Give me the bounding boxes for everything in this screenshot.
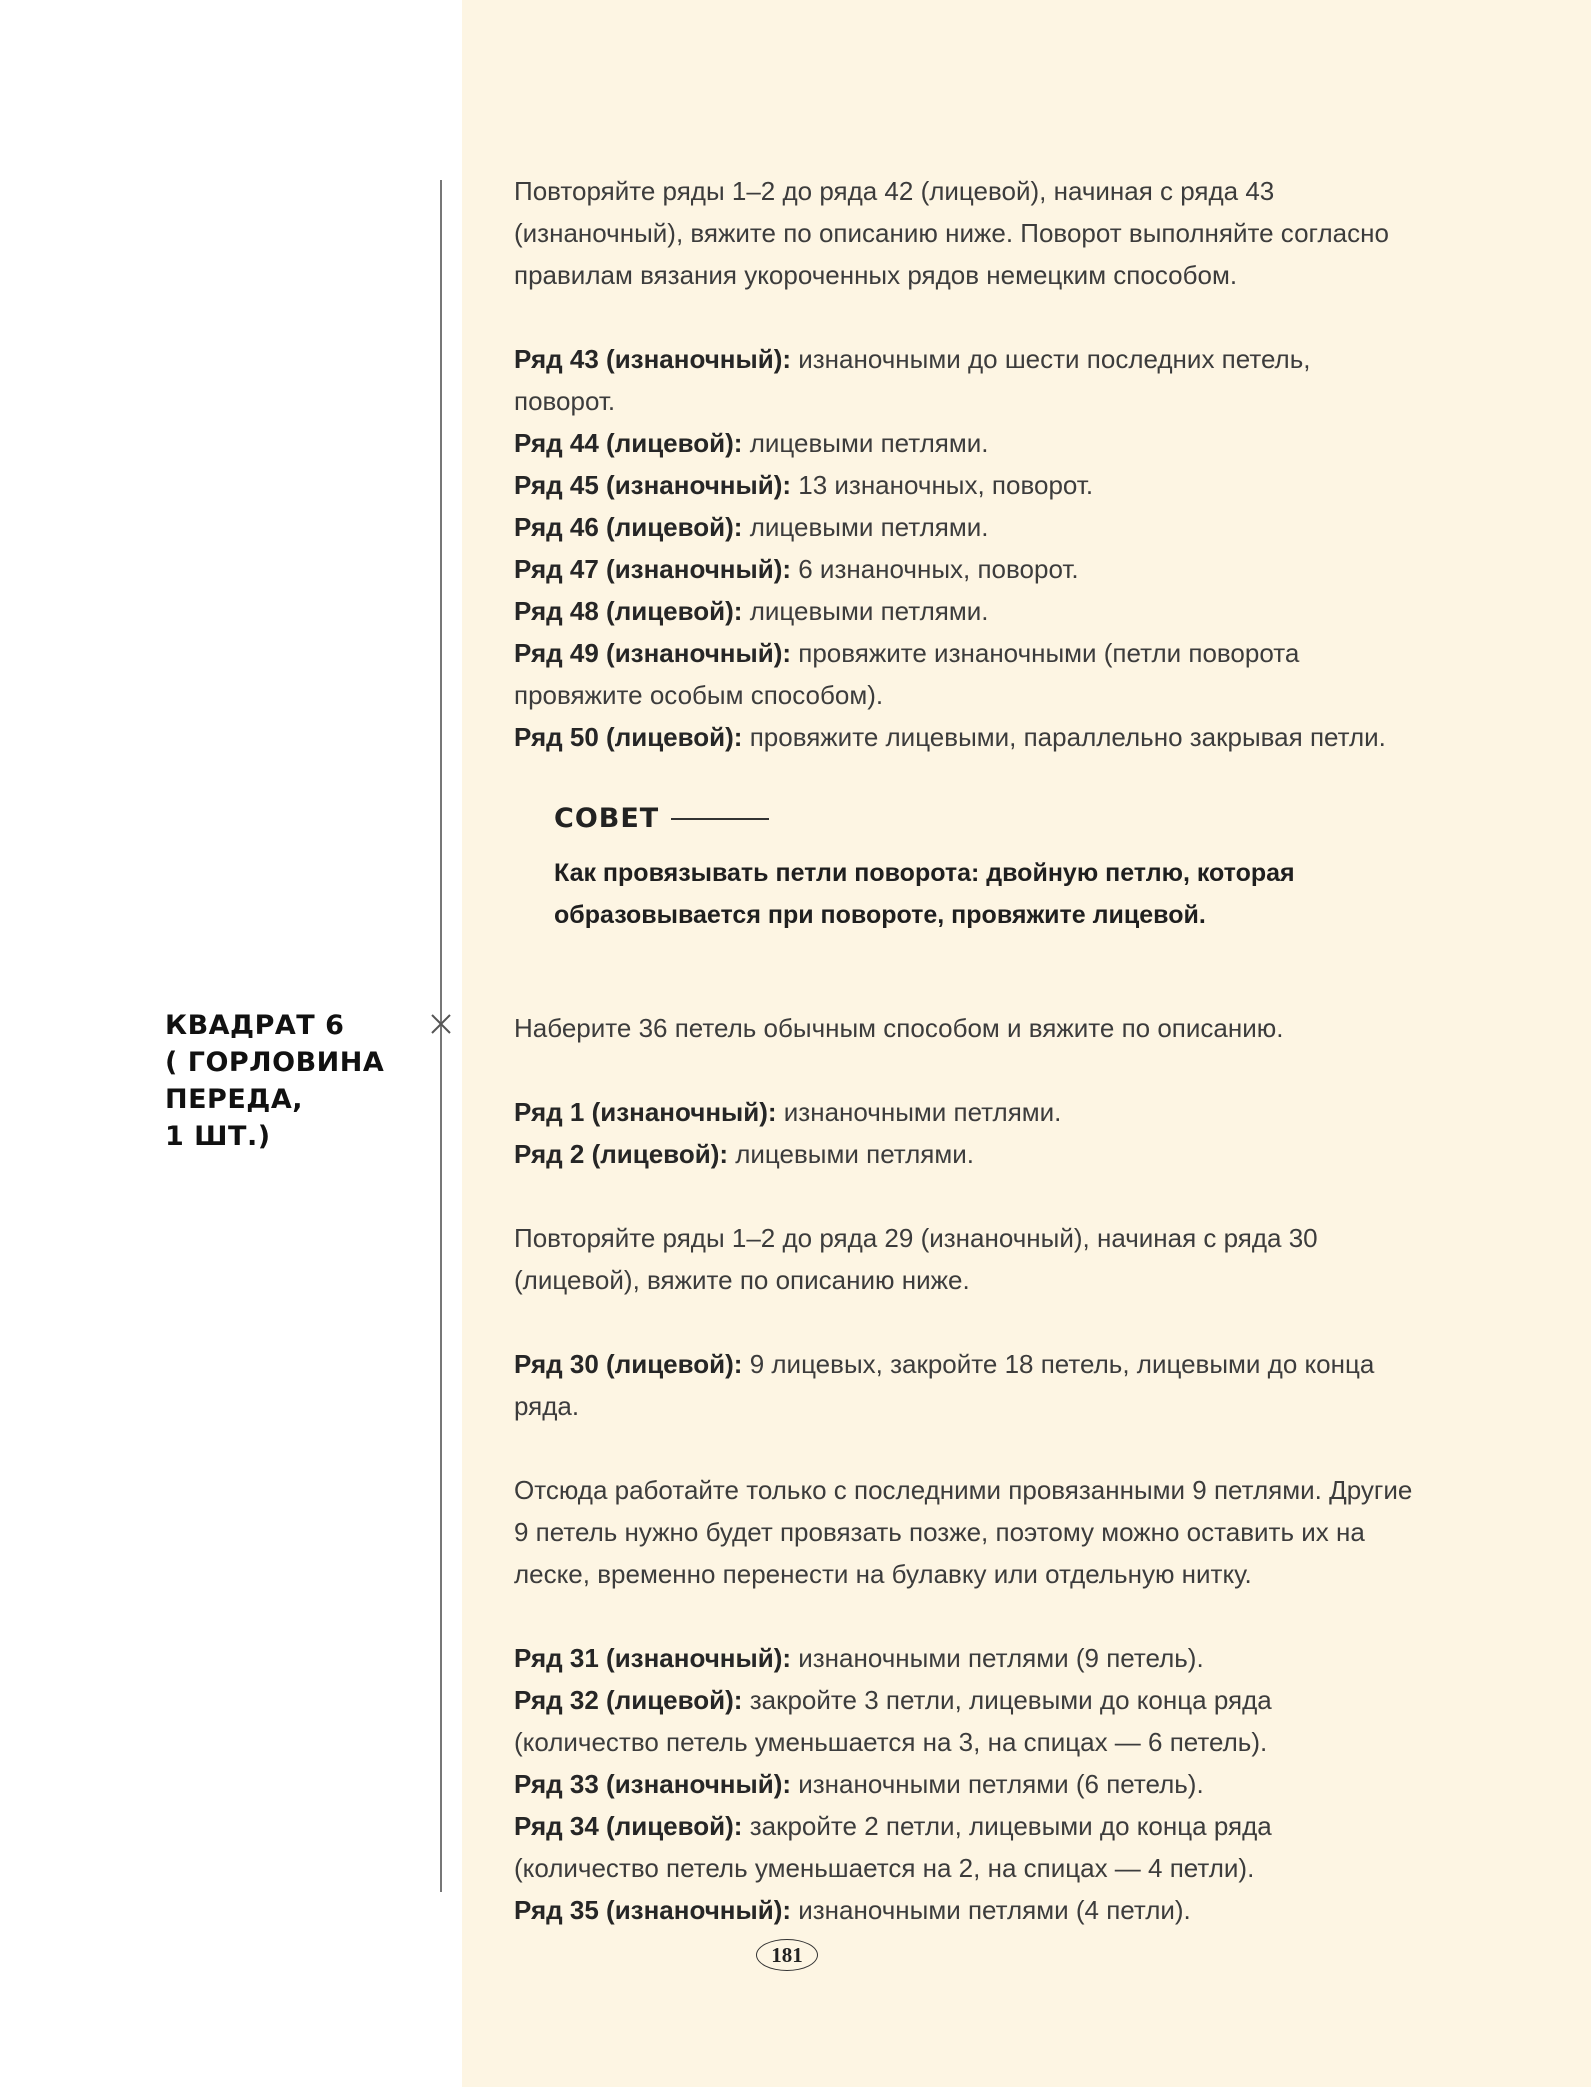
tip-title: СОВЕТ — [554, 803, 660, 834]
row-item: Ряд 34 (лицевой): закройте 2 петли, лицевыми до конца ряда (количество петель уменьшается на 2, на спицах — 4 петли). — [514, 1811, 1272, 1883]
row-list-c — [514, 1637, 1414, 1931]
tip-box — [554, 798, 1414, 936]
row-item: Ряд 44 (лицевой): лицевыми петлями. — [514, 428, 989, 458]
row-list-a — [514, 338, 1414, 758]
row-item: Ряд 32 (лицевой): закройте 3 петли, лицевыми до конца ряда (количество петель уменьшается на 3, на спицах — 6 петель). — [514, 1685, 1272, 1757]
section-heading-line: ПЕРЕДА, — [165, 1084, 303, 1115]
tip-text: Как провязывать петли поворота: двойную петлю, которая образовывается при повороте, провяжите лицевой. — [554, 859, 1295, 929]
row-item: Ряд 48 (лицевой): лицевыми петлями. — [514, 596, 989, 626]
top-content — [514, 170, 1414, 936]
repeat-paragraph: Повторяйте ряды 1–2 до ряда 29 (изнаночный), начиная с ряда 30 (лицевой), вяжите по описанию ниже. — [514, 1223, 1318, 1295]
from-here-paragraph: Отсюда работайте только с последними провязанными 9 петлями. Другие 9 петель нужно будет провязать позже, поэтому можно оставить их на леске, временно перенести на булавку или отдельную нитку. — [514, 1475, 1413, 1589]
row-item: Ряд 50 (лицевой): провяжите лицевыми, параллельно закрывая петли. — [514, 722, 1386, 752]
row-item: Ряд 30 (лицевой): 9 лицевых, закройте 18 петель, лицевыми до конца ряда. — [514, 1349, 1375, 1421]
intro-paragraph: Повторяйте ряды 1–2 до ряда 42 (лицевой), начиная с ряда 43 (изнаночный), вяжите по описанию ниже. Поворот выполняйте согласно правилам вязания укороченных рядов немецким способом. — [514, 176, 1389, 290]
row-item: Ряд 31 (изнаночный): изнаночными петлями (9 петель). — [514, 1643, 1204, 1673]
row-item: Ряд 49 (изнаночный): провяжите изнаночными (петли поворота провяжите особым способом). — [514, 638, 1300, 710]
row-item: Ряд 43 (изнаночный): изнаночными до шести последних петель, поворот. — [514, 344, 1311, 416]
row-item: Ряд 2 (лицевой): лицевыми петлями. — [514, 1139, 974, 1169]
row-item: Ряд 46 (лицевой): лицевыми петлями. — [514, 512, 989, 542]
section-heading — [165, 1007, 415, 1155]
row-item: Ряд 33 (изнаночный): изнаночными петлями (6 петель). — [514, 1769, 1204, 1799]
tip-header — [554, 798, 1414, 840]
page-number: 181 — [756, 1939, 818, 1971]
section-heading-line: 1 ШТ.) — [165, 1121, 271, 1152]
row-item: Ряд 1 (изнаночный): изнаночными петлями. — [514, 1097, 1062, 1127]
tip-rule — [671, 818, 769, 820]
section-content — [514, 1007, 1414, 1931]
vertical-rule — [440, 180, 442, 1892]
row-list-b — [514, 1091, 1414, 1175]
section-heading-line: КВАДРАТ 6 — [165, 1010, 345, 1041]
row-item: Ряд 47 (изнаночный): 6 изнаночных, поворот. — [514, 554, 1079, 584]
section-heading-line: ( ГОРЛОВИНА — [165, 1047, 385, 1078]
cross-marker-icon — [430, 1013, 452, 1035]
row-item: Ряд 45 (изнаночный): 13 изнаночных, поворот. — [514, 470, 1094, 500]
row-item: Ряд 35 (изнаночный): изнаночными петлями (4 петли). — [514, 1895, 1191, 1925]
section-intro: Наберите 36 петель обычным способом и вяжите по описанию. — [514, 1013, 1284, 1043]
